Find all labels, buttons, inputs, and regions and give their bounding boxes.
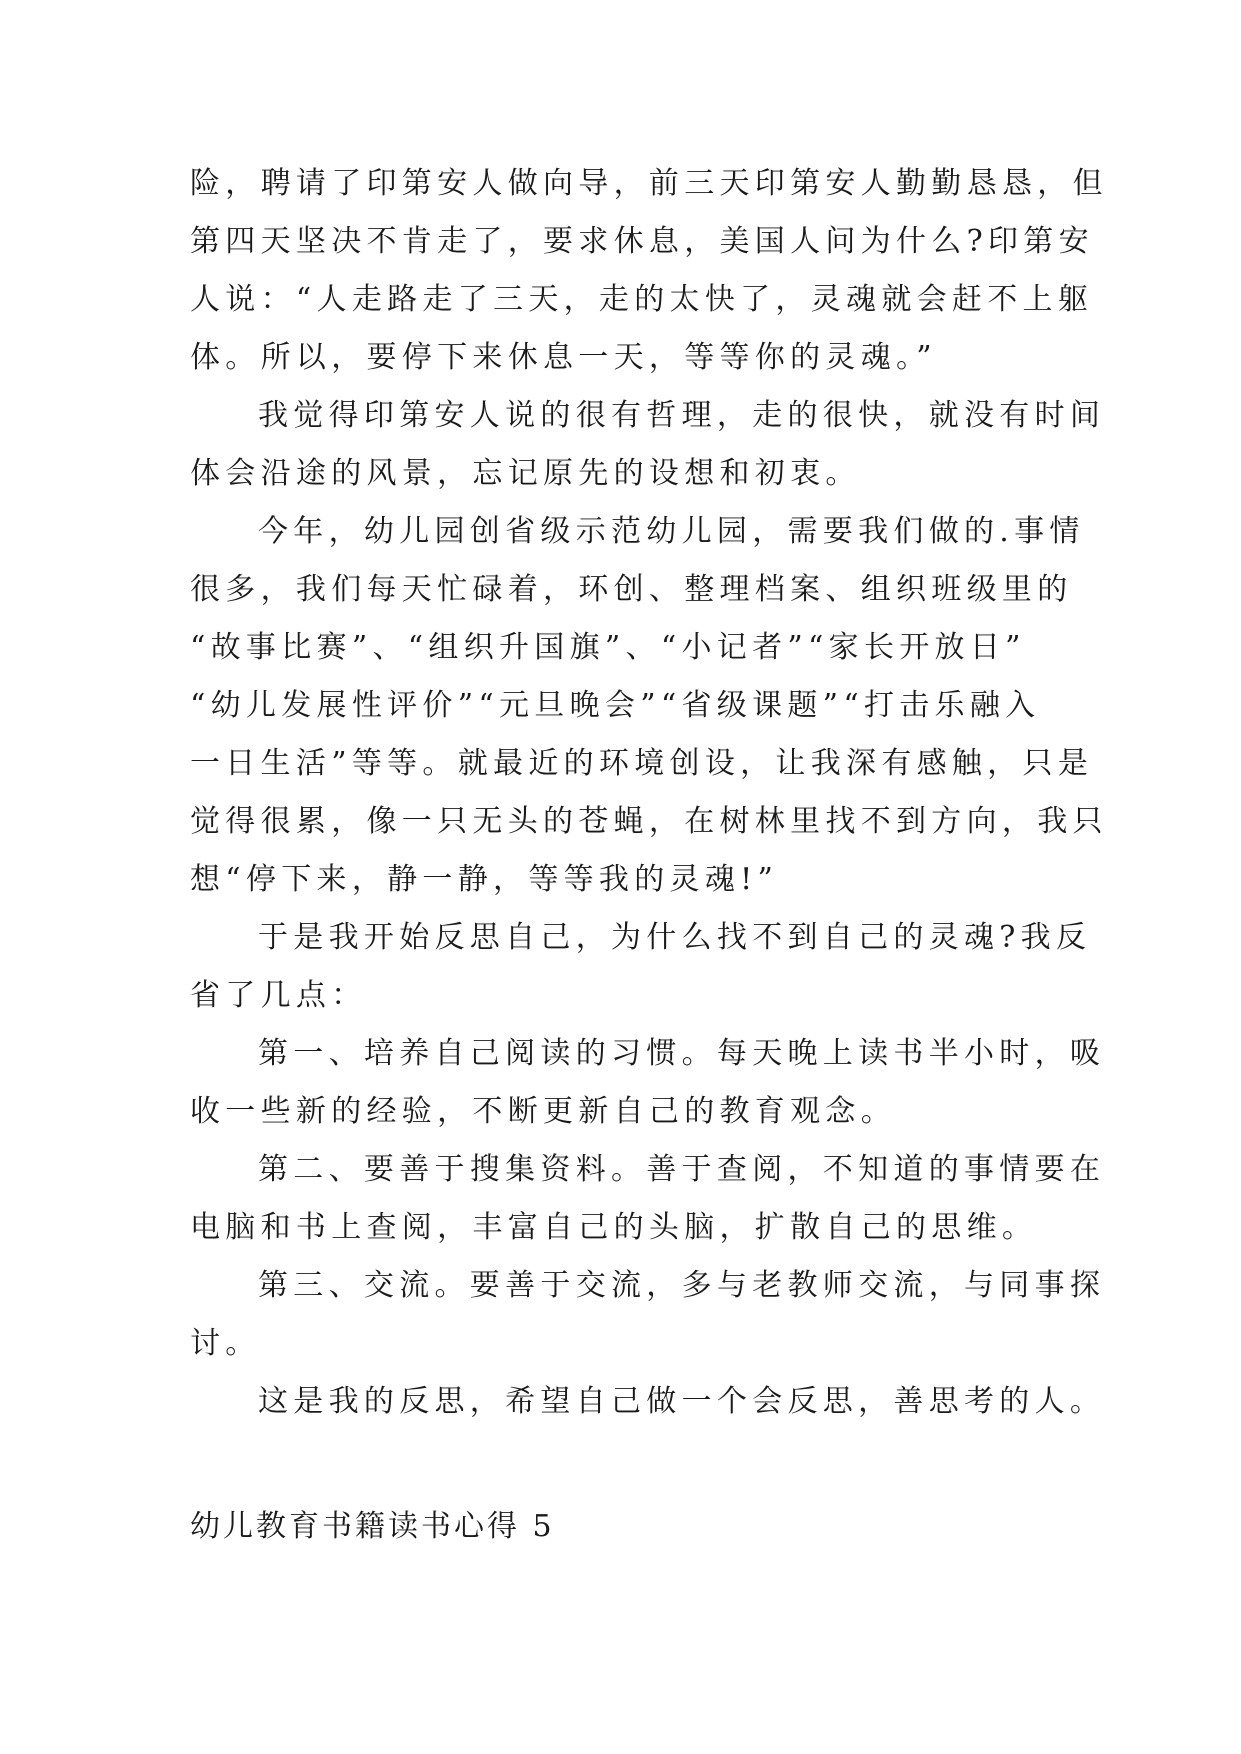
text-line: 想“停下来，静一静，等等我的灵魂!” — [190, 862, 779, 897]
text-line: 我觉得印第安人说的很有哲理，走的很快，就没有时间 — [258, 398, 1106, 433]
text-line: 人说：“人走路走了三天，走的太快了，灵魂就会赶不上躯 — [190, 282, 1094, 317]
text-line: “幼儿发展性评价”“元旦晚会”“省级课题”“打击乐融入 — [190, 688, 1041, 723]
text-line: 今年，幼儿园创省级示范幼儿园，需要我们做的.事情 — [258, 514, 1085, 549]
text-line: 电脑和书上查阅，丰富自己的头脑，扩散自己的思维。 — [190, 1210, 1038, 1245]
text-line: 第一、培养自己阅读的习惯。每天晚上读书半小时，吸 — [258, 1036, 1106, 1071]
text-line: 很多，我们每天忙碌着，环创、整理档案、组织班级里的 — [190, 572, 1073, 607]
text-line: 体。所以，要停下来休息一天，等等你的灵魂。” — [190, 340, 937, 375]
text-line: “故事比赛”、“组织升国旗”、“小记者”“家长开放日” — [190, 630, 1026, 665]
text-line: 讨。 — [190, 1326, 261, 1361]
body-text — [190, 155, 1108, 1431]
text-line: 收一些新的经验，不断更新自己的教育观念。 — [190, 1094, 896, 1129]
text-line: 体会沿途的风景，忘记原先的设想和初衷。 — [190, 456, 861, 491]
text-line: 第四天坚决不肯走了，要求休息，美国人问为什么?印第安 — [190, 224, 1094, 259]
text-line: 险，聘请了印第安人做向导，前三天印第安人勤勤恳恳，但 — [190, 166, 1108, 201]
text-line: 觉得很累，像一只无头的苍蝇，在树林里找不到方向，我只 — [190, 804, 1108, 839]
text-line: 一日生活”等等。就最近的环境创设，让我深有感触，只是 — [190, 746, 1094, 781]
text-line: 第二、要善于搜集资料。善于查阅，不知道的事情要在 — [258, 1152, 1106, 1187]
text-line: 第三、交流。要善于交流，多与老教师交流，与同事探 — [258, 1268, 1106, 1303]
text-line: 于是我开始反思自己，为什么找不到自己的灵魂?我反 — [258, 920, 1092, 955]
section-title: 幼儿教育书籍读书心得 5 — [190, 1509, 555, 1544]
text-line: 省了几点： — [190, 978, 367, 1013]
text-line: 这是我的反思，希望自己做一个会反思，善思考的人。 — [258, 1384, 1106, 1419]
